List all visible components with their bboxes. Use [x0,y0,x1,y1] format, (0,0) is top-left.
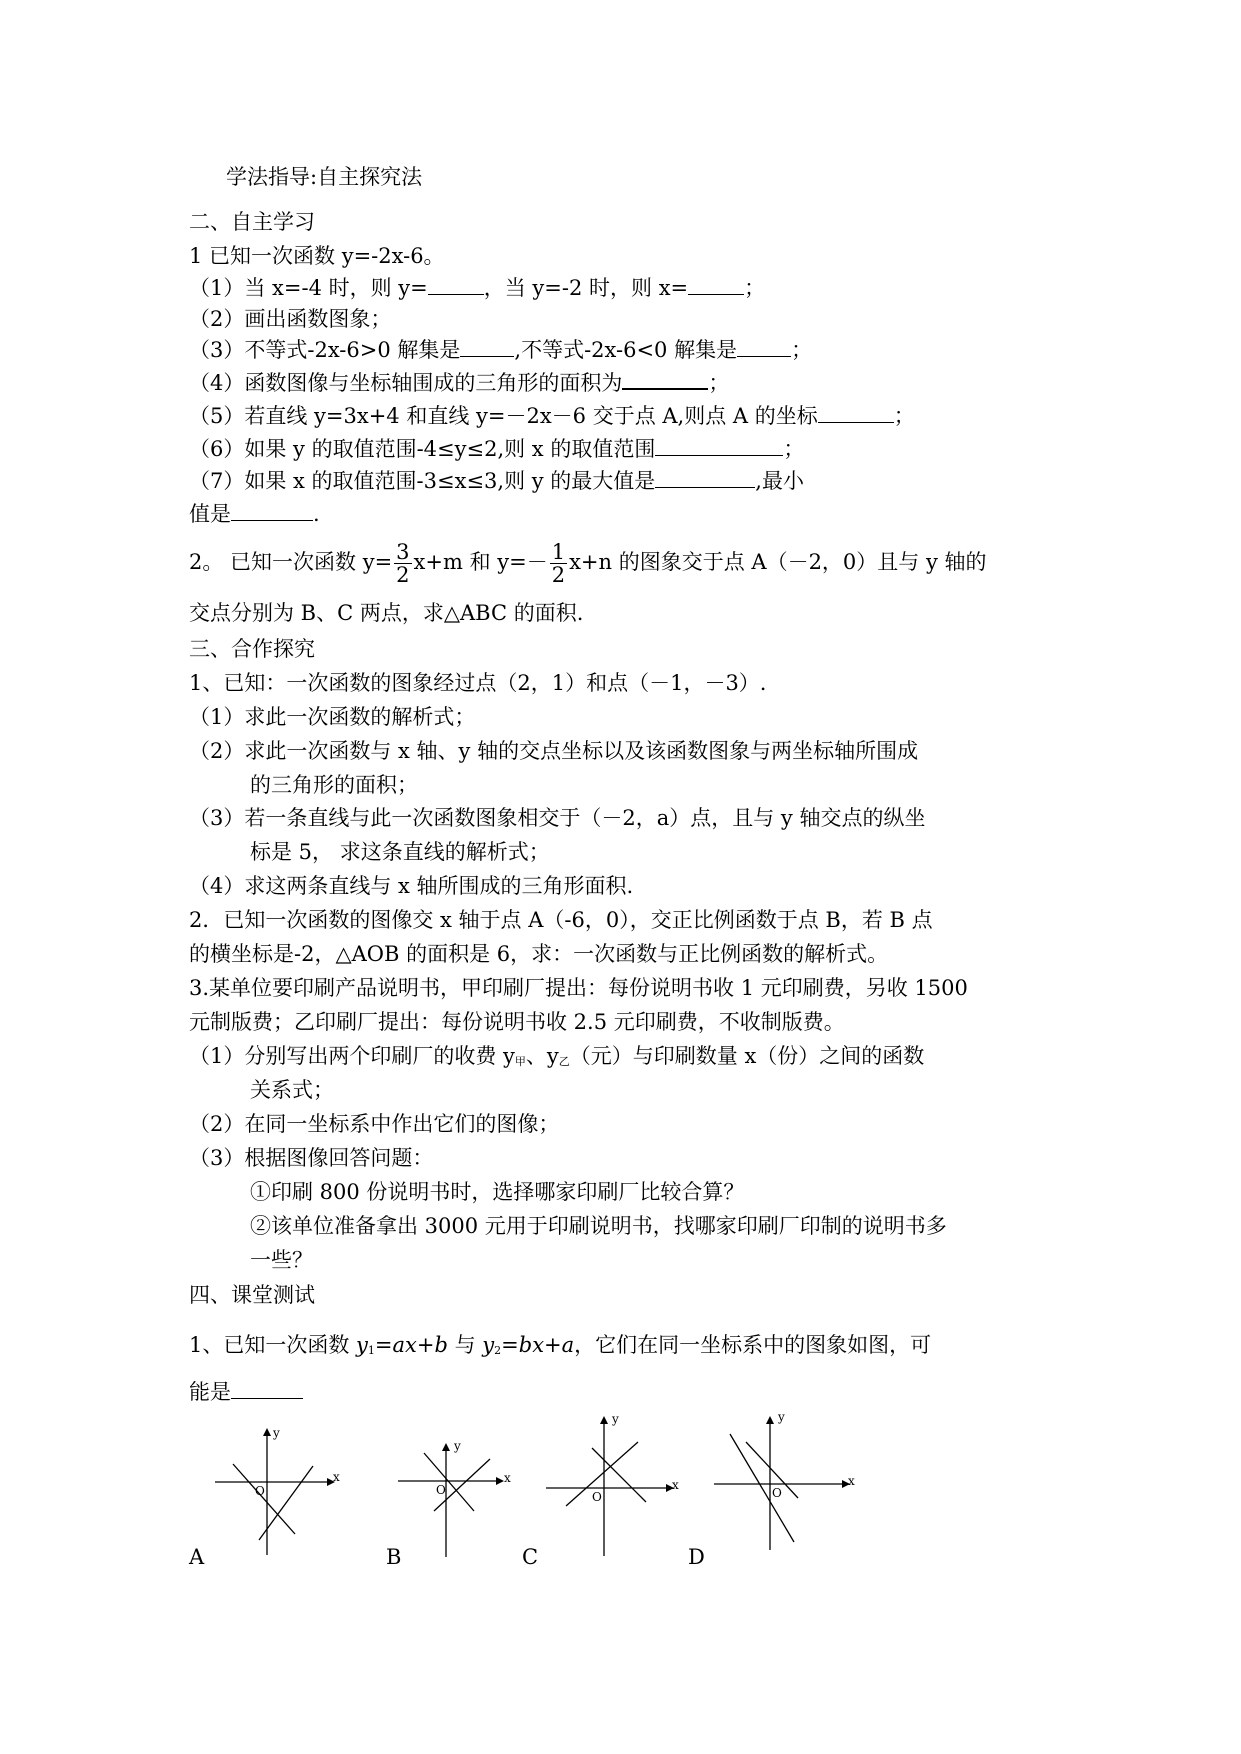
s3-q3-p1d: 关系式； [250,1078,334,1102]
y-axis-arrow-icon [766,1416,774,1424]
s2-q1-stem: 1 已知一次函数 y=-2x-6。 [189,244,445,268]
s2-q1-p6-c: ； [783,437,805,461]
s3-q1-p3a: （3）若一条直线与此一次函数图象相交于（－2，a）点，且与 y 轴交点的纵坐 [189,806,926,830]
s2-q1-p5 [189,402,915,430]
line-1 [233,1464,295,1534]
s3-q3-l2: 元制版费；乙印刷厂提出：每份说明书收 2.5 元印刷费，不收制版费。 [189,1010,845,1034]
s2-q2-b: x+m 和 y=－ [413,550,548,574]
graph-a-svg [215,1430,345,1560]
s2-q1-p7 [189,467,804,495]
y-axis-label: y [273,1426,280,1440]
graph-b-svg [398,1445,518,1565]
s3-q1-p3b: 标是 5， 求这条直线的解析式； [250,840,550,864]
method-line: 学法指导:自主探究法 [226,165,423,189]
graph-option-c [546,1412,679,1558]
s2-q1-p2: （2）画出函数图象； [189,307,392,331]
option-c-label: C [522,1545,539,1569]
answer-blank[interactable] [460,336,514,357]
s2-q1-p7-cont [189,500,320,528]
s3-q3-i2b: 一些？ [250,1248,313,1272]
s2-q1-p7-a: （7）如果 x 的取值范围-3≤x≤3,则 y 的最大值是 [189,469,656,493]
answer-blank[interactable] [737,336,791,357]
s2-q1-p1 [189,274,765,302]
s3-q3-p2: （2）在同一坐标系中作出它们的图像； [189,1112,560,1136]
x-axis-label: x [672,1478,679,1492]
s2-q1-p1-a: （1）当 x=-4 时，则 y= [189,276,428,300]
graph-option-d [714,1410,855,1558]
x-axis-label: x [504,1471,511,1485]
y-axis-label: y [778,1410,785,1424]
option-a-label: A [189,1545,205,1569]
option-d-label: D [688,1545,705,1569]
fraction-numerator: 1 [551,540,566,564]
graph-option-a [215,1426,345,1560]
y-axis-label: y [454,1439,461,1453]
s2-q1-p3-b: ,不等式-2x-6<0 解集是 [514,338,738,362]
x-axis-arrow-icon [496,1477,504,1485]
s2-q1-p7-b: ,最小 [755,469,804,493]
fraction-denominator: 2 [396,563,410,587]
s4-q1-b: ，它们在同一坐标系中的图象如图，可 [574,1333,932,1357]
s2-q1-p7-c: 值是 [189,502,231,526]
y2-symbol: y [482,1333,495,1357]
s2-q1-p4-c: ； [708,371,730,395]
fraction-3-2 [394,541,411,586]
y1-symbol: y [356,1333,368,1357]
s2-q1-p1-c: ； [744,276,766,300]
s3-q3-i2a: ②该单位准备拿出 3000 元用于印刷说明书，找哪家印刷厂印制的说明书多 [250,1214,947,1238]
s2-q2-a: 2。 已知一次函数 y= [189,550,393,574]
s2-q1-p5-c: ； [893,404,915,428]
s2-q1-p3-a: （3）不等式-2x-6>0 解集是 [189,338,461,362]
s2-q1-p6 [189,435,804,463]
answer-blank[interactable] [231,500,313,521]
s2-q1-p5-a: （5）若直线 y=3x+4 和直线 y=－2x－6 交于点 A,则点 A 的坐标 [189,404,818,428]
option-b-label: B [386,1545,402,1569]
y-axis-arrow-icon [442,1443,450,1451]
s3-q3-p1-c: （元）与印刷数量 x（份）之间的函数 [569,1044,925,1068]
s3-q2-l1: 2．已知一次函数的图像交 x 轴于点 A（-6，0），交正比例函数于点 B，若 B 点 [189,908,933,932]
s3-q1-stem: 1、已知：一次函数的图象经过点（2，1）和点（－1，－3）. [189,671,767,695]
s3-q3-i1: ①印刷 800 份说明书时，选择哪家印刷厂比较合算？ [250,1180,745,1204]
origin-label: O [592,1490,602,1504]
y2-subscript: 2 [494,1344,502,1357]
answer-blank[interactable] [688,274,744,295]
s2-q2-c: x+n 的图象交于点 A（－2，0）且与 y 轴的 [569,550,987,574]
s3-q2-l2: 的横坐标是-2，△AOB 的面积是 6，求：一次函数与正比例函数的解析式。 [189,942,889,966]
answer-blank[interactable] [428,274,484,295]
fraction-numerator: 3 [396,540,410,564]
s3-q1-p2a: （2）求此一次函数与 x 轴、y 轴的交点坐标以及该函数图象与两坐标轴所围成 [189,739,919,763]
answer-blank[interactable] [655,435,783,456]
s2-q1-p1-b: ，当 y=-2 时，则 x= [483,276,689,300]
y1-expression: =ax+b [374,1333,448,1357]
section-2-heading: 二、自主学习 [189,210,315,234]
s4-q1-cont [189,1378,303,1406]
graph-option-b [398,1439,518,1565]
section-3-heading: 三、合作探究 [189,637,315,661]
s2-q2-cont: 交点分别为 B、C 两点，求△ABC 的面积. [189,601,584,625]
y-axis-arrow-icon [600,1416,608,1424]
s4-q1-a: 1、已知一次函数 [189,1333,357,1357]
s2-q1-p4-a: （4）函数图像与坐标轴围成的三角形的面积为 [189,371,623,395]
y2-expression: =bx+a [501,1333,575,1357]
origin-label: O [772,1486,782,1500]
s2-q1-p4 [189,368,729,397]
answer-blank[interactable] [655,467,755,488]
subscript-jia: 甲 [514,1055,526,1068]
s4-q1-mid: 与 [447,1333,483,1357]
line-1 [566,1442,638,1506]
s4-q1 [189,1331,931,1365]
x-axis-label: x [848,1474,855,1488]
s2-q1-p3-c: ； [791,338,813,362]
s3-q3-l1: 3.某单位要印刷产品说明书，甲印刷厂提出：每份说明书收 1 元印刷费，另收 1500 [189,976,968,1000]
answer-blank[interactable] [818,402,894,423]
origin-label: O [255,1484,265,1498]
subscript-yi: 乙 [558,1055,570,1068]
graph-c-svg [546,1418,676,1558]
s2-q2 [189,536,987,588]
line-1 [730,1434,794,1542]
s3-q3-p1 [189,1042,924,1076]
y-axis-label: y [612,1412,619,1426]
s2-q1-p3 [189,336,812,364]
y1-subscript: 1 [367,1344,375,1357]
s3-q3-p1-a: （1）分别写出两个印刷厂的收费 y [189,1044,515,1068]
s3-q1-p2b: 的三角形的面积； [250,773,418,797]
s4-q1-c: 能是 [189,1380,231,1404]
y-axis-arrow-icon [263,1428,271,1436]
graph-d-svg [714,1418,854,1558]
section-4-heading: 四、课堂测试 [189,1283,315,1307]
s3-q1-p4: （4）求这两条直线与 x 轴所围成的三角形面积. [189,874,634,898]
s3-q3-p1-b: 、y [525,1044,559,1068]
fraction-1-2 [550,541,567,586]
origin-label: O [436,1483,446,1497]
x-axis-label: x [333,1470,340,1484]
answer-blank[interactable] [231,1378,303,1399]
line-1 [424,1453,474,1511]
s3-q3-p3: （3）根据图像回答问题： [189,1146,434,1170]
s2-q1-p7-d: . [313,502,320,526]
fraction-denominator: 2 [551,563,566,587]
answer-blank[interactable] [622,368,708,390]
s3-q1-p1: （1）求此一次函数的解析式； [189,705,476,729]
s2-q1-p6-a: （6）如果 y 的取值范围-4≤y≤2,则 x 的取值范围 [189,437,656,461]
